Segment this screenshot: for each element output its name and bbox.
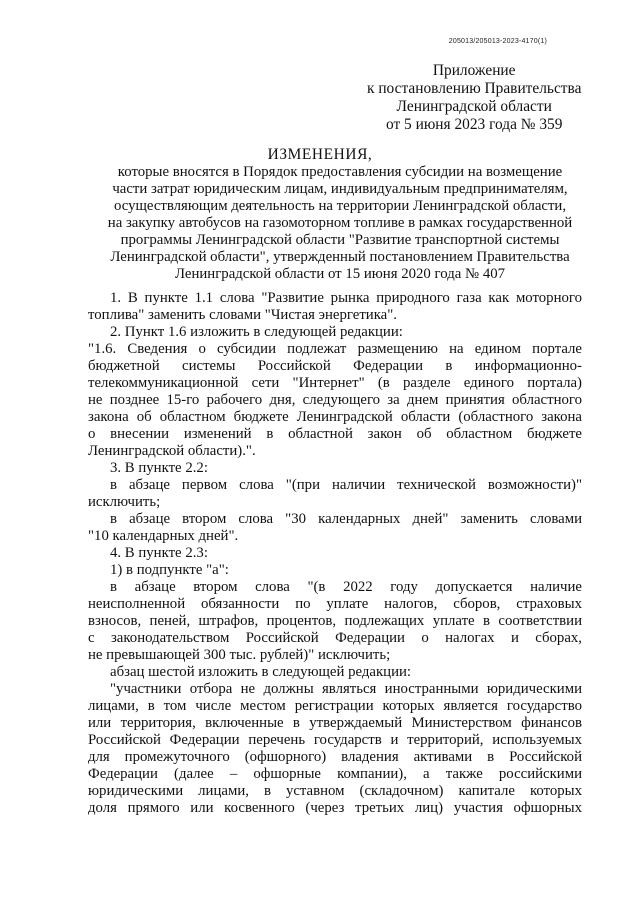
appendix-line: Ленинградской области: [396, 98, 552, 115]
body-line: 4. В пункте 2.3:: [110, 545, 208, 561]
body-line: 1. В пункте 1.1 слова "Развитие рынка природного газа как моторного: [110, 290, 582, 306]
body-line: абзац шестой изложить в следующей редакции:: [110, 664, 412, 680]
subtitle-line: Ленинградской области", утвержденный постановлением Правительства: [110, 249, 570, 265]
subtitle-line: осуществляющим деятельность на территории Ленинградской области,: [113, 198, 567, 214]
body-line: лицами, в том числе местом регистрации которых является государство: [88, 698, 582, 714]
body-line: взносов, пеней, штрафов, процентов, подлежащих уплате в соответствии: [88, 613, 582, 629]
subtitle-line: которые вносятся в Порядок предоставления субсидии на возмещение: [117, 164, 563, 180]
document-id: 205013/205013-2023-4170(1): [448, 38, 547, 45]
body-line: Ленинградской области).".: [88, 443, 256, 459]
body-line: Федерации (далее – офшорные компании), а также российскими: [88, 766, 582, 782]
body-line: не превышающей 300 тыс. рублей)" исключить;: [88, 647, 391, 663]
body-line: бюджетной системы Российской Федерации в информационно-: [88, 358, 582, 374]
document-body: [88, 290, 582, 817]
body-line: "1.6. Сведения о субсидии подлежат размещению на едином портале: [88, 341, 582, 357]
body-line: топлива" заменить словами "Чистая энергетика".: [88, 307, 397, 323]
body-line: не позднее 15-го рабочего дня, следующего за днем принятия областного: [88, 392, 582, 408]
body-line: о внесении изменений в областной закон об областном бюджете: [88, 426, 582, 442]
appendix-line: к постановлению Правительства: [367, 80, 582, 97]
body-line: 2. Пункт 1.6 изложить в следующей редакции:: [110, 324, 403, 340]
body-line: с законодательством Российской Федерации о налогах и сборах,: [88, 630, 582, 646]
body-line: 1) в подпункте "а":: [110, 562, 229, 578]
document-subtitle: [60, 164, 620, 283]
body-line: закона об областном бюджете Ленинградской области (областного закона: [88, 409, 582, 425]
body-line: телекоммуникационной сети "Интернет" (в разделе единого портала): [88, 375, 582, 391]
body-line: "участники отбора не должны являться иностранными юридическими: [110, 681, 582, 697]
subtitle-line: Ленинградской области от 15 июня 2020 года № 407: [174, 266, 506, 282]
subtitle-line: программы Ленинградской области "Развитие транспортной системы: [120, 232, 560, 248]
body-line: исключить;: [88, 494, 161, 510]
appendix-line: Приложение: [432, 62, 516, 79]
body-line: в абзаце первом слова "(при наличии технической возможности)": [110, 477, 582, 493]
body-line: Российской Федерации перечень государств и территорий, используемых: [88, 732, 582, 748]
subtitle-line: на закупку автобусов на газомоторном топливе в рамках государственной: [107, 215, 573, 231]
body-line: для промежуточного (офшорного) владения активами в Российской: [88, 749, 582, 765]
appendix-line: от 5 июня 2023 года № 359: [385, 116, 563, 133]
document-title: ИЗМЕНЕНИЯ,: [267, 146, 373, 163]
body-line: или территория, включенные в утверждаемый Министерством финансов: [88, 715, 582, 731]
body-line: в абзаце втором слова "(в 2022 году допускается наличие: [110, 579, 582, 595]
body-line: юридическими лицами, в уставном (складочном) капитале которых: [88, 783, 582, 799]
body-line: в абзаце втором слова "30 календарных дней" заменить словами: [110, 511, 582, 527]
body-line: доля прямого или косвенного (через третьих лиц) участия офшорных: [88, 800, 582, 816]
subtitle-line: части затрат юридическим лицам, индивидуальным предпринимателям,: [112, 181, 568, 197]
body-line: "10 календарных дней".: [88, 528, 239, 544]
appendix-block: [367, 62, 581, 134]
body-line: 3. В пункте 2.2:: [110, 460, 208, 476]
body-line: неисполненной обязанности по уплате налогов, сборов, страховых: [88, 596, 582, 612]
